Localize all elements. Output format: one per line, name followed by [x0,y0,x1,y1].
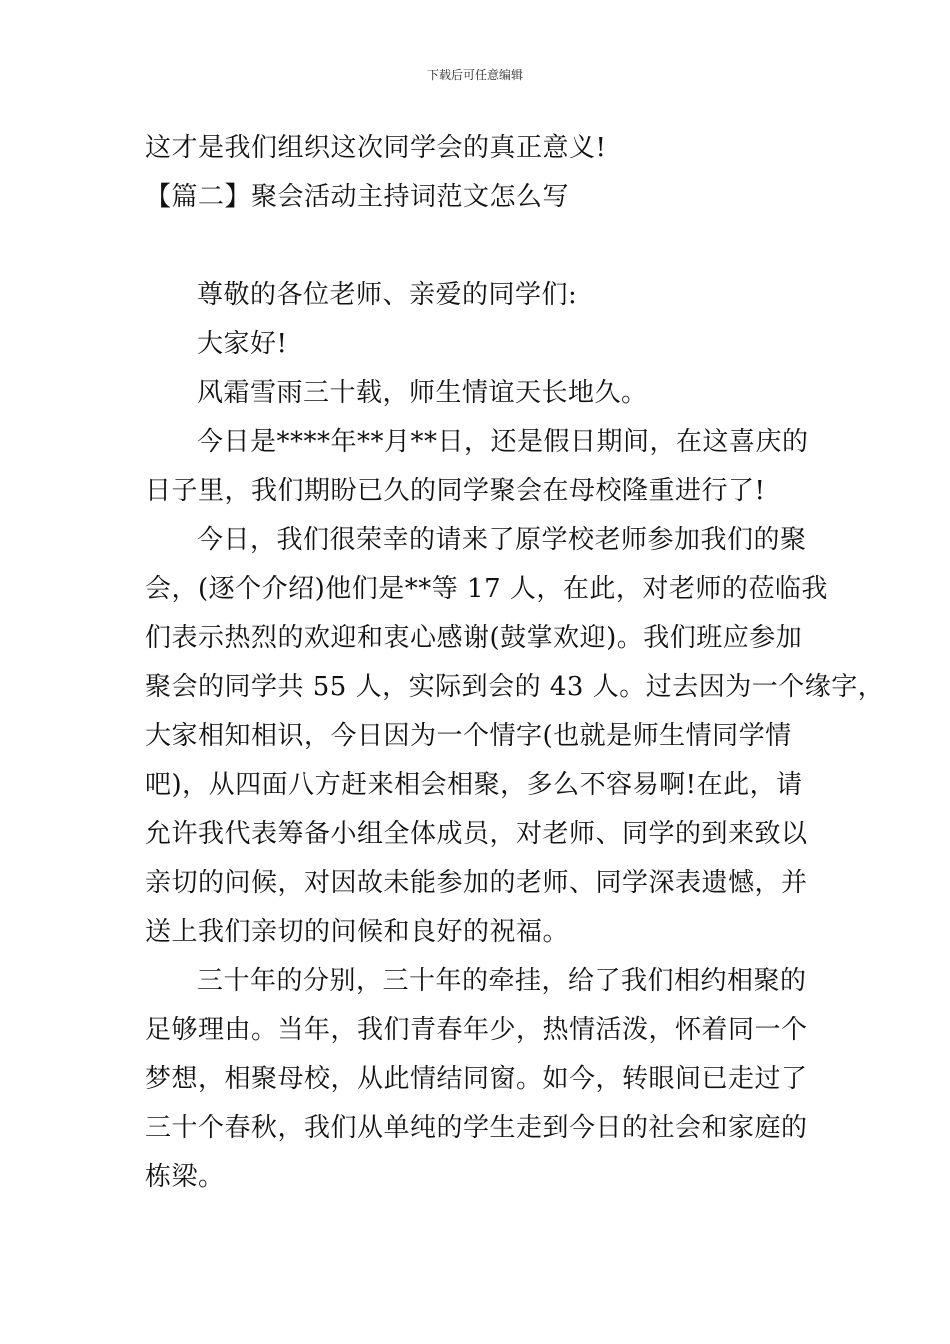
paragraph-line: 送上我们亲切的问候和良好的祝福。 [145,917,570,947]
greeting: 大家好! [197,329,288,359]
paragraph-line: 风霜雪雨三十载，师生情谊天长地久。 [197,378,648,408]
header-note: 下载后可任意编辑 [426,68,523,82]
paragraph-line: 亲切的问候，对因故未能参加的老师、同学深表遗憾，并 [145,868,808,898]
paragraph-line: 三十年的分别，三十年的牵挂，给了我们相约相聚的 [197,966,807,996]
paragraph-line: 聚会的同学共 55 人，实际到会的 43 人。过去因为一个缘字， [145,672,885,702]
paragraph-line: 日子里，我们期盼已久的同学聚会在母校隆重进行了! [145,476,766,506]
blank-line [145,222,835,271]
closing-line: 这才是我们组织这次同学会的真正意义! [145,133,607,163]
salutation: 尊敬的各位老师、亲爱的同学们: [197,280,578,310]
section-heading: 【篇二】聚会活动主持词范文怎么写 [145,182,570,212]
paragraph-line: 今日是****年**月**日，还是假日期间，在这喜庆的 [197,427,809,457]
paragraph-line: 会，(逐个介绍)他们是**等 17 人，在此，对老师的莅临我 [145,574,828,604]
paragraph-line: 梦想，相聚母校，从此情结同窗。如今，转眼间已走过了 [145,1064,808,1094]
paragraph-line: 今日，我们很荣幸的请来了原学校老师参加我们的聚 [197,525,807,555]
paragraph-line: 们表示热烈的欢迎和衷心感谢(鼓掌欢迎)。我们班应参加 [145,623,803,653]
paragraph-line: 吧)，从四面八方赶来相会相聚，多么不容易啊!在此，请 [145,770,803,800]
paragraph-line: 三十个春秋，我们从单纯的学生走到今日的社会和家庭的 [145,1113,808,1143]
paragraph-line: 栋梁。 [145,1162,225,1192]
paragraph-line: 足够理由。当年，我们青春年少，热情活泼，怀着同一个 [145,1015,808,1045]
paragraph-line: 大家相知相识，今日因为一个情字(也就是师生情同学情 [145,721,792,751]
paragraph-line: 允许我代表筹备小组全体成员，对老师、同学的到来致以 [145,819,808,849]
document-body [145,124,885,1202]
